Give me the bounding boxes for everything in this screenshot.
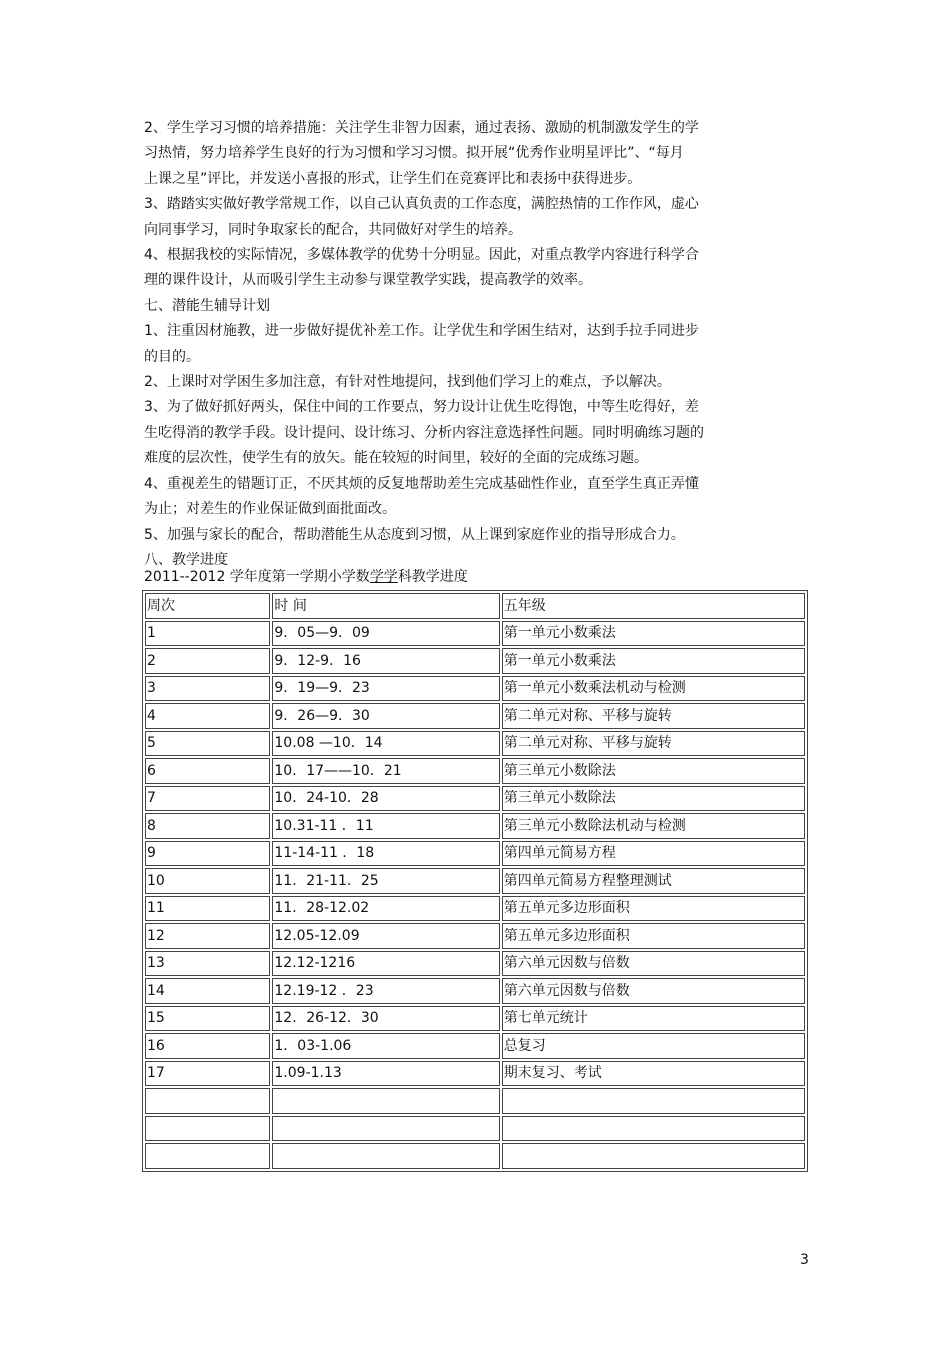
table-row [145, 923, 805, 949]
cell-time [272, 1088, 499, 1114]
text-line: 的目的。 [144, 348, 200, 365]
cell-week: 2 [145, 648, 270, 674]
text-line: 生吃得消的教学手段。设计提问、设计练习、分析内容注意选择性问题。同时明确练习题的 [144, 424, 704, 441]
cell-content: 第三单元小数除法机动与检测 [502, 813, 805, 839]
cell-time: 12．26-12．30 [272, 1006, 499, 1032]
table-row [145, 758, 805, 784]
cell-week [145, 1088, 270, 1114]
text-line: 1、注重因材施教，进一步做好提优补差工作。让学优生和学困生结对，达到手拉手同进步 [144, 323, 699, 340]
cell-week [145, 1143, 270, 1169]
cell-content [502, 1116, 805, 1142]
cell-content: 第六单元因数与倍数 [502, 978, 805, 1004]
cell-time: 11．21-11．25 [272, 868, 499, 894]
cell-content: 第三单元小数除法 [502, 786, 805, 812]
body-text [144, 116, 744, 573]
table-row [145, 786, 805, 812]
cell-content: 第四单元简易方程 [502, 841, 805, 867]
text-line: 为止；对差生的作业保证做到面批面改。 [144, 501, 396, 518]
table-row [145, 841, 805, 867]
cell-week: 3 [145, 676, 270, 702]
text-line: 3、为了做好抓好两头，保住中间的工作要点，努力设计让优生吃得饱，中等生吃得好，差 [144, 399, 699, 416]
page-number: 3 [800, 1252, 809, 1268]
cell-content: 第二单元对称、平移与旋转 [502, 731, 805, 757]
table-row [145, 868, 805, 894]
schedule-table [142, 590, 808, 1172]
cell-week: 6 [145, 758, 270, 784]
cell-week [145, 1116, 270, 1142]
table-row [145, 621, 805, 647]
cell-content: 第六单元因数与倍数 [502, 951, 805, 977]
cell-week: 17 [145, 1061, 270, 1087]
cell-content: 第五单元多边形面积 [502, 896, 805, 922]
cell-time: 11．28-12.02 [272, 896, 499, 922]
text-line: 4、根据我校的实际情况，多媒体教学的优势十分明显。因此，对重点教学内容进行科学合 [144, 247, 699, 264]
text-line: 上课之星”评比，并发送小喜报的形式，让学生们在竞赛评比和表扬中获得进步。 [144, 170, 642, 187]
table-row [145, 1116, 805, 1142]
cell-time: 10．17——10．21 [272, 758, 499, 784]
cell-week: 13 [145, 951, 270, 977]
table-row [145, 1033, 805, 1059]
text-line: 习热情，努力培养学生良好的行为习惯和学习习惯。拟开展“优秀作业明星评比”、“每月 [144, 145, 684, 162]
cell-week: 8 [145, 813, 270, 839]
cell-content: 第七单元统计 [502, 1006, 805, 1032]
caption-suffix: 科教学进度 [397, 569, 468, 585]
header-week: 周次 [145, 593, 270, 619]
cell-time [272, 1116, 499, 1142]
table-row [145, 1061, 805, 1087]
table-row [145, 648, 805, 674]
cell-content: 第一单元小数乘法机动与检测 [502, 676, 805, 702]
cell-week: 15 [145, 1006, 270, 1032]
cell-time: 10.08 —10．14 [272, 731, 499, 757]
cell-content: 第五单元多边形面积 [502, 923, 805, 949]
cell-content [502, 1143, 805, 1169]
table-row [145, 1088, 805, 1114]
cell-time: 12.19-12 ．23 [272, 978, 499, 1004]
table-row [145, 731, 805, 757]
cell-week: 7 [145, 786, 270, 812]
text-line: 4、重视差生的错题订正，不厌其烦的反复地帮助差生完成基础性作业，直至学生真正弄懂 [144, 475, 699, 492]
cell-time: 9．05—9．09 [272, 621, 499, 647]
table-row [145, 978, 805, 1004]
cell-week: 1 [145, 621, 270, 647]
cell-content: 第三单元小数除法 [502, 758, 805, 784]
text-line: 七、潜能生辅导计划 [144, 297, 270, 314]
table-row [145, 951, 805, 977]
table-row [145, 813, 805, 839]
cell-content [502, 1088, 805, 1114]
cell-content: 第二单元对称、平移与旋转 [502, 703, 805, 729]
table-row [145, 703, 805, 729]
cell-time: 12.05-12.09 [272, 923, 499, 949]
table-row [145, 1143, 805, 1169]
table-row [145, 1006, 805, 1032]
text-line: 向同事学习，同时争取家长的配合，共同做好对学生的培养。 [144, 221, 522, 238]
cell-time: 11-14-11 ．18 [272, 841, 499, 867]
header-time: 时 间 [272, 593, 499, 619]
cell-time: 9．12-9．16 [272, 648, 499, 674]
cell-week: 9 [145, 841, 270, 867]
cell-week: 14 [145, 978, 270, 1004]
cell-week: 12 [145, 923, 270, 949]
table-row [145, 896, 805, 922]
cell-content: 总复习 [502, 1033, 805, 1059]
cell-time: 10.31-11 ．11 [272, 813, 499, 839]
cell-week: 5 [145, 731, 270, 757]
header-grade: 五年级 [502, 593, 805, 619]
cell-week: 10 [145, 868, 270, 894]
table-row [145, 676, 805, 702]
table-header-row [145, 593, 805, 619]
cell-content: 期末复习、考试 [502, 1061, 805, 1087]
text-line: 5、加强与家长的配合，帮助潜能生从态度到习惯，从上课到家庭作业的指导形成合力。 [144, 526, 685, 543]
cell-time [272, 1143, 499, 1169]
cell-content: 第一单元小数乘法 [502, 621, 805, 647]
schedule-caption [144, 566, 468, 588]
text-line: 2、学生学习习惯的培养措施：关注学生非智力因素，通过表扬、激励的机制激发学生的学 [144, 120, 699, 136]
text-line: 八、教学进度 [144, 551, 228, 568]
text-line: 2、上课时对学困生多加注意，有针对性地提问，找到他们学习上的难点，予以解决。 [144, 374, 671, 391]
caption-underlined: 学学 [369, 569, 398, 585]
cell-time: 9．26—9．30 [272, 703, 499, 729]
text-line: 3、踏踏实实做好教学常规工作，以自己认真负责的工作态度，满腔热情的工作作风，虚心 [144, 196, 699, 213]
cell-time: 10．24-10．28 [272, 786, 499, 812]
cell-week: 16 [145, 1033, 270, 1059]
cell-time: 12.12-1216 [272, 951, 499, 977]
cell-week: 4 [145, 703, 270, 729]
text-line: 难度的层次性，使学生有的放矢。能在较短的时间里，较好的全面的完成练习题。 [144, 450, 648, 467]
cell-content: 第四单元简易方程整理测试 [502, 868, 805, 894]
caption-prefix: 2011--2012 学年度第一学期小学数 [144, 569, 370, 585]
cell-time: 1.09-1.13 [272, 1061, 499, 1087]
cell-content: 第一单元小数乘法 [502, 648, 805, 674]
text-line: 理的课件设计，从而吸引学生主动参与课堂教学实践，提高教学的效率。 [144, 272, 592, 289]
cell-time: 1．03-1.06 [272, 1033, 499, 1059]
cell-week: 11 [145, 896, 270, 922]
cell-time: 9．19—9．23 [272, 676, 499, 702]
